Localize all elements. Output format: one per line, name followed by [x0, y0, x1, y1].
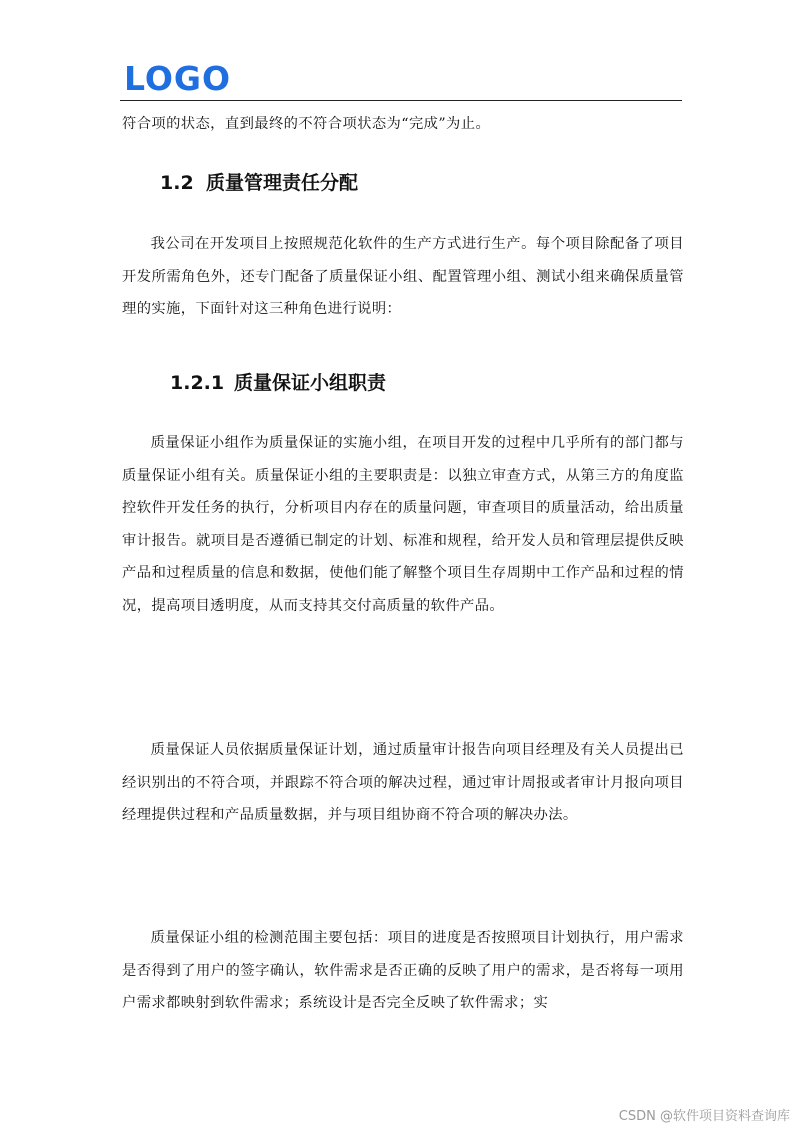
subsection-title: 质量保证小组职责	[234, 372, 387, 394]
paragraph-qa-role: 质量保证小组作为质量保证的实施小组，在项目开发的过程中几乎所有的部门都与质量保证小组有关。质量保证小组的主要职责是：以独立审查方式，从第三方的角度监控软件开发任务的执行，分析项目内存在的质量问题，审查项目的质量活动，给出质量审计报告。就项目是否遵循已制定的计划、标准和规程，给开发人员和管理层提供反映产品和过程质量的信息和数据，使他们能了解整个项目生存周期中工作产品和过程的情况，提高项目透明度，从而支持其交付高质量的软件产品。	[122, 435, 684, 614]
subsection-number: 1.2.1	[170, 372, 225, 394]
subsection-heading	[170, 368, 386, 398]
csdn-watermark: CSDN @软件项目资料查询库	[618, 1109, 790, 1124]
section-intro-paragraph: 我公司在开发项目上按照规范化软件的生产方式进行生产。每个项目除配备了项目开发所需角色外，还专门配备了质量保证小组、配置管理小组、测试小组来确保质量管理的实施，下面针对这三种角色进行说明：	[122, 236, 684, 317]
continuation-paragraph: 符合项的状态，直到最终的不符合项状态为“完成”为止。	[122, 116, 491, 132]
section-title: 质量管理责任分配	[206, 172, 359, 194]
company-logo: LOGO	[124, 59, 232, 98]
header-rule	[120, 100, 682, 101]
paragraph-qa-scope: 质量保证小组的检测范围主要包括：项目的进度是否按照项目计划执行，用户需求是否得到了用户的签字确认，软件需求是否正确的反映了用户的需求，是否将每一项用户需求都映射到软件需求；系统设计是否完全反映了软件需求；实	[122, 930, 684, 1011]
paragraph-qa-personnel: 质量保证人员依据质量保证计划，通过质量审计报告向项目经理及有关人员提出已经识别出的不符合项，并跟踪不符合项的解决过程，通过审计周报或者审计月报向项目经理提供过程和产品质量数据，并与项目组协商不符合项的解决办法。	[122, 742, 684, 823]
section-heading	[160, 168, 358, 198]
section-number: 1.2	[160, 172, 194, 194]
